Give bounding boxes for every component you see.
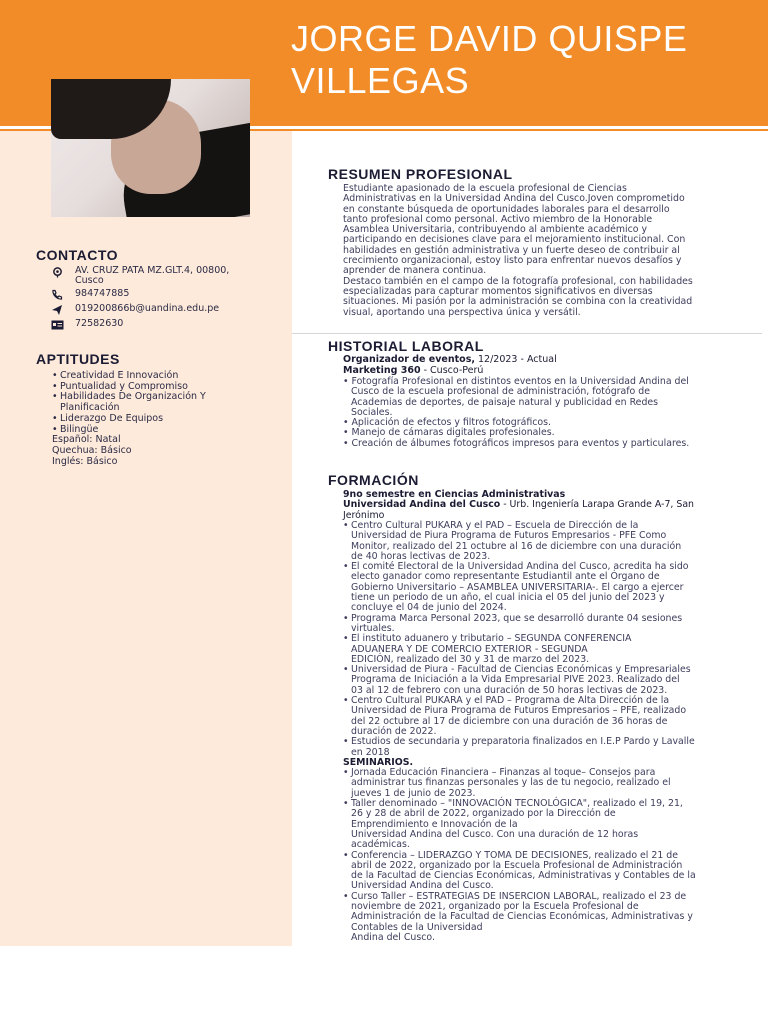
- contact-email: [50, 304, 219, 316]
- skill-item: • Liderazgo De Equipos: [52, 412, 164, 424]
- skill-item-wrap: Planificación: [60, 402, 120, 414]
- section-divider: [292, 333, 762, 334]
- skill-item: • Puntualidad y Compromiso: [52, 380, 188, 392]
- contact-phone: [50, 289, 129, 301]
- language-item: Español: Natal: [52, 434, 121, 446]
- job-location: - Cusco-Perú: [423, 364, 484, 376]
- education-item: • Programa Marca Personal 2023, que se desarrolló durante 04 sesiones virtuales.: [343, 612, 683, 634]
- skill-item: • Habilidades De Organización Y: [52, 391, 206, 403]
- language-item: Inglés: Básico: [52, 455, 118, 467]
- history-title: HISTORIAL LABORAL: [328, 338, 484, 354]
- school-address-2: Jerónimo: [343, 509, 385, 521]
- job-bullet: • Fotografía Profesional en distintos eventos en la Universidad Andina del Cusco de la escuela profesional de administración, fotógrafo de Academias de deportes, de paisaje natural y publicidad en Redes Sociales.: [343, 376, 689, 418]
- job-bullet: • Aplicación de efectos y filtros fotográficos.: [343, 417, 551, 429]
- job-company: Marketing 360: [343, 364, 421, 376]
- address-city: Cusco: [75, 275, 104, 286]
- seminar-item: • Curso Taller – ESTRATEGIAS DE INSERCION LABORAL, realizado el 23 de noviembre de 2021, organizado por la Escuela Profesional de Administración de la Facultad de Ciencias Económicas, Administrativas y Contables de la Universidad Andina del Cusco.: [343, 890, 693, 943]
- education-title: FORMACIÓN: [328, 472, 419, 488]
- job-bullet: • Manejo de cámaras digitales profesionales.: [343, 427, 555, 439]
- education-item: • Centro Cultural PUKARA y el PAD – Programa de Alta Dirección de la Universidad de Piura Programa de Futuros Empresarios – PFE, realizado del 22 octubre al 17 de diciembre con una duración de 36 horas de duración de 2022.: [343, 695, 687, 737]
- school-address: - Urb. Ingeniería Larapa Grande A-7, San: [503, 499, 695, 511]
- school-name: Universidad Andina del Cusco: [343, 499, 501, 511]
- seminar-item: • Conferencia – LIDERAZGO Y TOMA DE DECISIONES, realizado el 21 de abril de 2022, organizado por la Escuela Profesional de Administración de la Facultad de Ciencias Económicas, Administrativas y Contables de la Universidad Andina del Cusco.: [343, 849, 696, 892]
- summary-text: Estudiante apasionado de la escuela profesional de Ciencias Administrativas en la Universidad Andina del Cusco.Joven comprometido en constante búsqueda de oportunidades laborales para el desarrollo tanto profesional como personal. Activo miembro de la Honorable Asamblea Universitaria, contribuyendo al ambiente académico y participando en decisiones clave para el mejoramiento institucional. Con habilidades en gestión administrativa y un fuerte deseo de contribuir al crecimiento organizacional, estoy listo para enfrentar nuevos desafíos y aprender de manera continua. Destaco también en el campo de la fotografía profesional, con habilidades especializadas para capturar momentos significativos en diversas situaciones. Mi pasión por la administración se combina con la creatividad visual, aportando una perspectiva única y versátil.: [343, 183, 693, 318]
- phone-number: 984747885: [75, 288, 130, 299]
- seminar-item: • Jornada Educación Financiera – Finanzas al toque– Consejos para administrar tus finanzas personales y las de tu negocio, realizado el jueves 1 de junio de 2023.: [343, 767, 671, 799]
- seminar-item: • Taller denominado – "INNOVACIÓN TECNOLÓGICA", realizado el 19, 21, 26 y 28 de abril de 2022, organizado por la Dirección de Emprendimiento e Innovación de la Universidad Andina del Cusco. Con una duración de 12 horas académicas.: [343, 798, 683, 851]
- education-item: • El comité Electoral de la Universidad Andina del Cusco, acredita ha sido electo ganador como representante Estudiantil ante el Órgano de Gobierno Universitario – ASAMBLEA UNIVERSITARIA-. El cargo a ejercer tiene un periodo de un año, el cual inicia el 05 del junio del 2023 y concluye el 04 de junio del 2024.: [343, 561, 689, 614]
- job-role: Organizador de eventos,: [343, 354, 475, 365]
- location-icon: [50, 266, 64, 278]
- education-item: • El instituto aduanero y tributario – SEGUNDA CONFERENCIA ADUANERA Y DE COMERCIO EXTERIOR - SEGUNDA EDICIÓN, realizado del 30 y 31 de marzo del 2023.: [343, 633, 632, 665]
- job-header: [343, 355, 557, 376]
- skill-item: • Creatividad E Innovación: [52, 370, 179, 381]
- skills-title: APTITUDES: [36, 351, 120, 367]
- send-icon: [50, 304, 64, 316]
- contact-dni: [50, 319, 123, 331]
- candidate-name: JORGE DAVID QUISPE VILLEGAS: [291, 18, 688, 101]
- email-address: 019200866b@uandina.edu.pe: [75, 303, 220, 314]
- contact-address: [50, 266, 229, 286]
- job-period: 12/2023 - Actual: [478, 354, 557, 365]
- profile-photo: [51, 79, 250, 217]
- education-item: • Universidad de Piura - Facultad de Ciencias Económicas y Empresariales Programa de Iniciación a la Vida Empresarial PIVE 2023. Realizado del 03 al 12 de febrero con una duración de 50 horas lectivas de 2023.: [343, 664, 691, 696]
- dni-number: 72582630: [75, 318, 124, 329]
- summary-title: RESUMEN PROFESIONAL: [328, 166, 513, 182]
- education-item: • Centro Cultural PUKARA y el PAD – Escuela de Dirección de la Universidad de Piura Programa de Futuros Empresarios - PFE Como Monitor, realizado del 21 octubre al 16 de diciembre con una duración de 40 horas lectivas de 2023.: [343, 520, 682, 562]
- job-bullets: [343, 377, 738, 449]
- degree: 9no semestre en Ciencias Administrativas: [343, 489, 566, 500]
- language-item: Quechua: Básico: [52, 444, 132, 456]
- contact-title: CONTACTO: [36, 247, 119, 263]
- phone-icon: [50, 289, 64, 301]
- education-item: • Estudios de secundaria y preparatoria finalizados en I.E.P Pardo y Lavalle en 2018: [343, 736, 695, 758]
- education-header: [343, 490, 743, 521]
- id-card-icon: [50, 319, 64, 331]
- address-line: AV. CRUZ PATA MZ.GLT.4, 00800,: [75, 265, 230, 276]
- skill-item: • Bilingüe: [52, 423, 99, 435]
- skills-list: [52, 371, 282, 467]
- job-bullet: • Creación de álbumes fotográficos impresos para eventos y particulares.: [343, 437, 690, 449]
- seminars-title: SEMINARIOS.: [343, 756, 414, 768]
- education-bullets: [343, 521, 738, 943]
